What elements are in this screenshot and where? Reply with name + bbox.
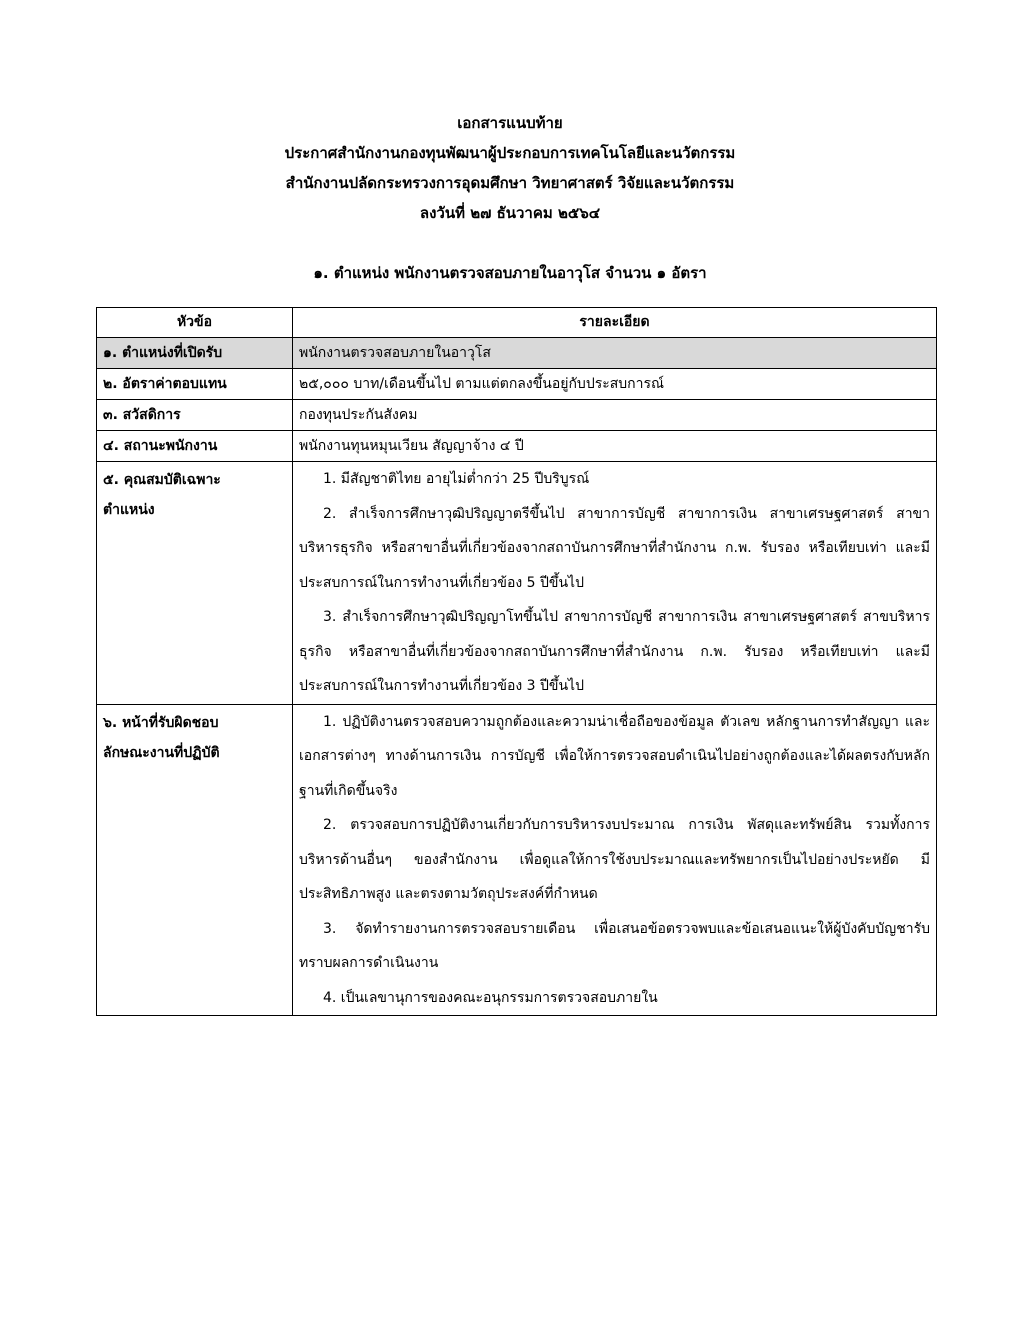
duty-item-2: 2. ตรวจสอบการปฏิบัติงานเกี่ยวกับการบริหารงบประมาณ การเงิน พัสดุและทรัพย์สิน รวมทั้งการบริหารด้านอื่นๆ ของสำนักงาน เพื่อดูแลให้การใช้งบประมาณและทรัพยากรเป็นไปอย่างประหยัด มีประสิทธิภาพสูง และตรงตามวัตถุประสงค์ที่กำหนด: [299, 817, 930, 902]
table-row: [97, 338, 937, 369]
duties-topic-line-1: ๖. หน้าที่รับผิดชอบ: [103, 714, 219, 731]
job-details-table: [96, 307, 937, 1016]
qualification-item-3: 3. สำเร็จการศึกษาวุฒิปริญญาโทขึ้นไป สาขาการบัญชี สาขาการเงิน สาขาเศรษฐศาสตร์ สาขบริหารธุรกิจ หรือสาขาอื่นที่เกี่ยวข้องจากสถาบันการศึกษาที่สำนักงาน ก.พ. รับรอง หรือเทียบเท่า และมีประสบการณ์ในการทำงานที่เกี่ยวข้อง 3 ปีขึ้นไป: [299, 609, 930, 694]
table-row: [97, 400, 937, 431]
row-detail: ๒๕,๐๐๐ บาท/เดือนขึ้นไป ตามแต่ตกลงขึ้นอยู่กับประสบการณ์: [293, 369, 937, 400]
table-row: [97, 369, 937, 400]
row-topic: ๓. สวัสดิการ: [97, 400, 293, 431]
row-detail: พนักงานตรวจสอบภายในอาวุโส: [293, 338, 937, 369]
qualifications-detail: [293, 462, 937, 705]
position-title: ๑. ตำแหน่ง พนักงานตรวจสอบภายในอาวุโส จำนวน ๑ อัตรา: [313, 264, 707, 282]
row-detail: พนักงานทุนหมุนเวียน สัญญาจ้าง ๔ ปี: [293, 431, 937, 462]
duty-item-4: 4. เป็นเลขานุการของคณะอนุกรรมการตรวจสอบภายใน: [323, 989, 658, 1006]
header-date: ลงวันที่ ๒๗ ธันวาคม ๒๕๖๔: [419, 204, 601, 222]
qualifications-topic: [97, 462, 293, 705]
row-topic: ๒. อัตราค่าตอบแทน: [97, 369, 293, 400]
qualifications-topic-line-2: ตำแหน่ง: [103, 502, 155, 518]
qualification-item-2: 2. สำเร็จการศึกษาวุฒิปริญญาตรีขึ้นไป สาขาการบัญชี สาขาการเงิน สาขาเศรษฐศาสตร์ สาขาบริหารธุรกิจ หรือสาขาอื่นที่เกี่ยวข้องจากสถาบันการศึกษาที่สำนักงาน ก.พ. รับรอง หรือเทียบเท่า และมีประสบการณ์ในการทำงานที่เกี่ยวข้อง 5 ปีขึ้นไป: [299, 505, 930, 591]
qualifications-topic-line-1: ๕. คุณสมบัติเฉพาะ: [103, 472, 221, 488]
duties-topic-line-2: ลักษณะงานที่ปฏิบัติ: [103, 744, 220, 761]
duty-item-3: 3. จัดทำรายงานการตรวจสอบรายเดือน เพื่อเสนอข้อตรวจพบและข้อเสนอแนะให้ผู้บังคับบัญชารับทราบผลการดำเนินงาน: [299, 920, 930, 971]
duty-item-1: 1. ปฏิบัติงานตรวจสอบความถูกต้องและความน่าเชื่อถือของข้อมูล ตัวเลข หลักฐานการทำสัญญา และเอกสารต่างๆ ทางด้านการเงิน การบัญชี เพื่อให้การตรวจสอบดำเนินไปอย่างถูกต้องและได้ผลตรงกับหลักฐานที่เกิดขึ้นจริง: [299, 713, 930, 799]
row-detail: กองทุนประกันสังคม: [293, 400, 937, 431]
header-line-1: เอกสารแนบท้าย: [457, 114, 563, 132]
header-line-2: ประกาศสำนักงานกองทุนพัฒนาผู้ประกอบการเทคโนโลยีและนวัตกรรม: [284, 144, 736, 162]
column-header-topic: หัวข้อ: [97, 308, 293, 338]
qualification-item-1: 1. มีสัญชาติไทย อายุไม่ต่ำกว่า 25 ปีบริบูรณ์: [323, 471, 590, 487]
duties-row: [97, 704, 937, 1016]
row-topic: ๑. ตำแหน่งที่เปิดรับ: [97, 338, 293, 369]
table-header-row: [97, 308, 937, 338]
duties-detail: [293, 704, 937, 1016]
document-header: [0, 108, 1020, 228]
qualifications-row: [97, 462, 937, 705]
duties-topic: [97, 704, 293, 1016]
column-header-detail: รายละเอียด: [293, 308, 937, 338]
header-line-3: สำนักงานปลัดกระทรวงการอุดมศึกษา วิทยาศาสตร์ วิจัยและนวัตกรรม: [285, 174, 735, 192]
row-topic: ๔. สถานะพนักงาน: [97, 431, 293, 462]
table-row: [97, 431, 937, 462]
